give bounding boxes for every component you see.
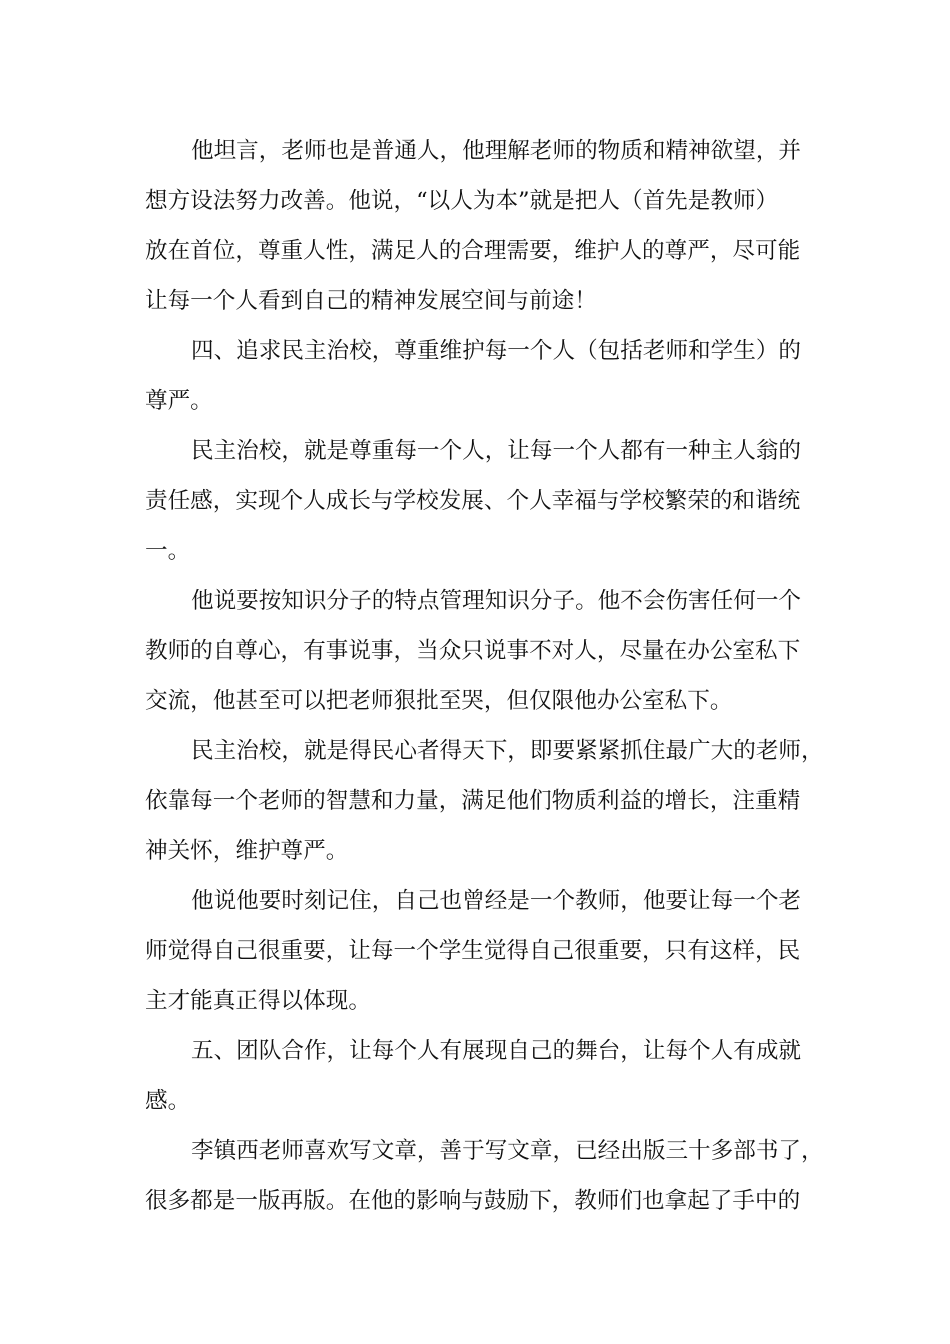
text-line: 民主治校，就是尊重每一个人，让每一个人都有一种主人翁的 [191,438,802,464]
text-line: 神关怀，维护尊严。 [145,838,349,864]
text-line: 民主治校，就是得民心者得天下，即要紧紧抓住最广大的老师， [191,738,824,764]
section-heading: 感。 [145,1088,191,1114]
text-line: 很多都是一版再版。在他的影响与鼓励下，教师们也拿起了手中的 [145,1188,801,1214]
section-heading: 尊严。 [145,388,213,414]
section-heading: 四、追求民主治校，尊重维护每一个人（包括老师和学生）的 [191,338,802,364]
text-line: 让每一个人看到自己的精神发展空间与前途！ [145,288,597,314]
text-line: 他说他要时刻记住，自己也曾经是一个教师，他要让每一个老 [191,888,802,914]
text-line: 他坦言，老师也是普通人，他理解老师的物质和精神欲望，并 [191,138,802,164]
text-line: 放在首位，尊重人性，满足人的合理需要，维护人的尊严，尽可能 [145,238,801,264]
text-line: 师觉得自己很重要，让每一个学生觉得自己很重要，只有这样，民 [145,938,801,964]
text-line: 李镇西老师喜欢写文章，善于写文章，已经出版三十多部书了， [191,1138,824,1164]
text-line: 交流，他甚至可以把老师狠批至哭，但仅限他办公室私下。 [145,688,733,714]
text-line: 想方设法努力改善。他说，“以人为本”就是把人（首先是教师） [145,188,779,214]
text-line: 责任感，实现个人成长与学校发展、个人幸福与学校繁荣的和谐统 [145,488,801,514]
text-line: 他说要按知识分子的特点管理知识分子。他不会伤害任何一个 [191,588,802,614]
text-line: 一。 [145,538,191,564]
section-heading: 五、团队合作，让每个人有展现自己的舞台，让每个人有成就 [191,1038,802,1064]
text-line: 教师的自尊心，有事说事，当众只说事不对人，尽量在办公室私下 [145,638,801,664]
text-line: 主才能真正得以体现。 [145,988,371,1014]
text-line: 依靠每一个老师的智慧和力量，满足他们物质利益的增长，注重精 [145,788,801,814]
